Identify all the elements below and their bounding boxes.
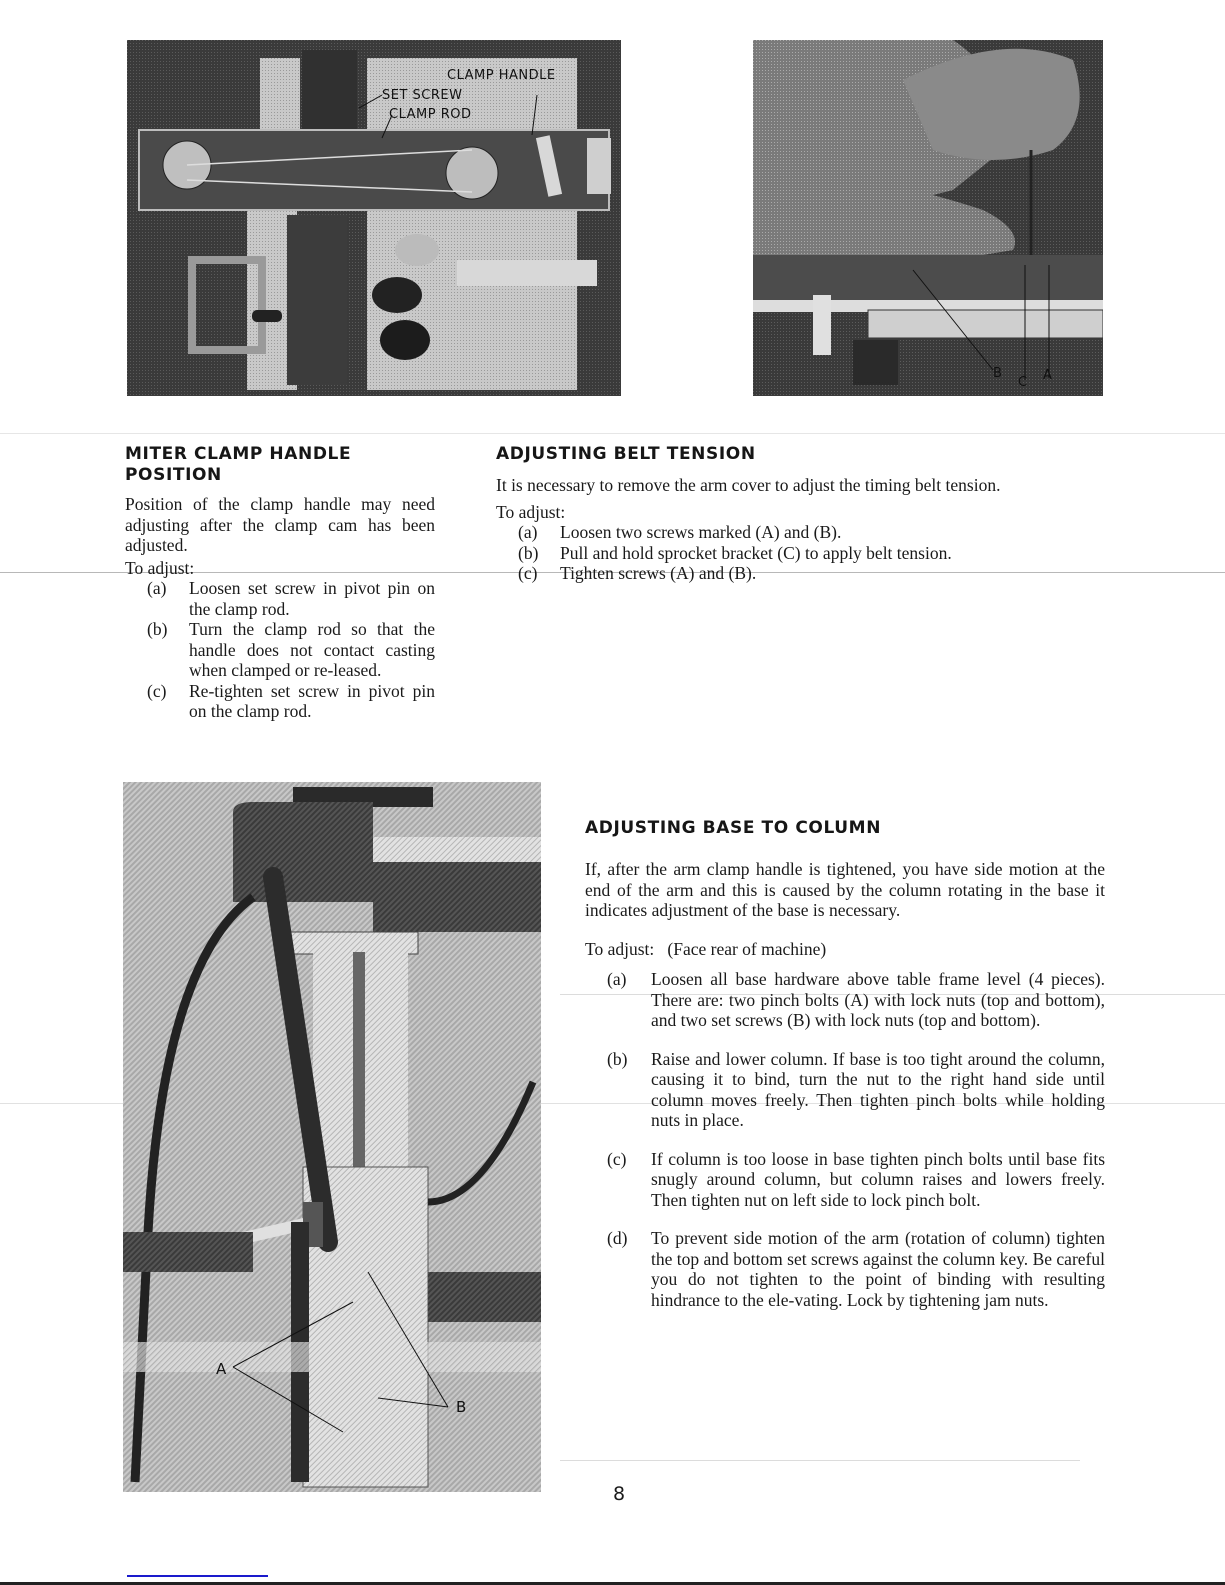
step-item [147,681,435,722]
section-belt-tension [496,444,1076,584]
section-miter-clamp [125,444,435,722]
step-text: Turn the clamp rod so that the handle does not contact casting when clamped or re-leased. [189,619,435,680]
step-text: Tighten screws (A) and (B). [560,563,757,583]
photo-belt-tension [753,40,1103,396]
section-title: ADJUSTING BASE TO COLUMN [585,818,882,838]
photo-base-column [123,782,541,1492]
callout-a: A [216,1360,227,1378]
to-adjust-label: To adjust: [496,501,566,522]
step-text: Raise and lower column. If base is too tight around the column, causing it to bind, turn the nut to the right hand side until column moves freely. Then tighten pinch bolts while holding nuts in place. [651,1048,1105,1130]
step-text: Re-tighten set screw in pivot pin on the clamp rod. [189,680,435,721]
step-text: Loosen all base hardware above table frame level (4 pieces). There are: two pinch bolts (A) with lock nuts (top and bottom), and two set screws (B) with lock nuts (top and bottom). [651,969,1105,1030]
step-label: (c) [147,680,167,701]
callout-b: B [456,1398,467,1416]
callout-set-screw: SET SCREW [382,88,463,103]
step-item [607,969,1105,1031]
column-base-illustration [123,782,541,1492]
step-text: If column is too loose in base tighten pinch bolts until base fits snugly around column, but column raises and lowers freely. Then tighten nut on left side to lock pinch bolt. [651,1148,1105,1210]
hands-adjusting-illustration [753,40,1103,396]
section-base-column [585,818,1105,1310]
step-item [518,563,1076,584]
scan-line [560,1460,1080,1461]
callout-a: A [1043,368,1053,383]
callout-clamp-handle: CLAMP HANDLE [447,68,556,83]
page-number: 8 [613,1483,626,1505]
step-item [147,578,435,619]
step-item [147,619,435,681]
step-label: (b) [147,619,168,639]
callout-c: C [1018,375,1028,390]
step-text: To prevent side motion of the arm (rotation of column) tighten the top and bottom set screws against the column key. Be careful you do not tighten to the point of binding with resulting hindrance to the ele-vating. Lock by tightening jam nuts. [651,1228,1105,1310]
callout-b: B [993,366,1003,381]
step-item [518,522,1076,543]
step-text: Pull and hold sprocket bracket (C) to apply belt tension. [560,542,952,563]
scan-line [0,433,1225,434]
photo-miter-clamp [127,40,621,396]
intro-paragraph: Position of the clamp handle may need adjusting after the clamp cam has been adjusted. [125,494,435,555]
step-text: Loosen two screws marked (A) and (B). [560,522,842,542]
intro-paragraph: If, after the arm clamp handle is tightened, you have side motion at the end of the arm and this is caused by the column rotating in the base it indicates adjustment of the base is necessary. [585,859,1105,920]
step-label: (d) [607,1228,628,1248]
link-underline [127,1575,268,1577]
arm-mechanism-illustration [127,40,621,396]
step-label: (a) [607,969,627,989]
callout-clamp-rod: CLAMP ROD [389,107,472,122]
step-item [607,1049,1105,1131]
step-item [518,543,1076,564]
to-adjust-label: To adjust: (Face rear of machine) [585,938,827,959]
step-item [607,1228,1105,1310]
title-line-1: MITER CLAMP HANDLE [125,444,352,464]
intro-paragraph: It is necessary to remove the arm cover to adjust the timing belt tension. [496,475,1001,495]
section-title [125,444,435,486]
step-item [607,1149,1105,1211]
step-label: (c) [607,1148,627,1169]
step-label: (b) [607,1048,628,1069]
step-label: (a) [518,522,538,542]
title-line-2: POSITION [125,465,222,485]
to-adjust-label: To adjust: [125,557,195,578]
step-label: (c) [518,563,538,583]
step-text: Loosen set screw in pivot pin on the clamp rod. [189,578,435,619]
step-label: (b) [518,542,539,563]
section-title: ADJUSTING BELT TENSION [496,444,756,464]
step-label: (a) [147,578,167,598]
